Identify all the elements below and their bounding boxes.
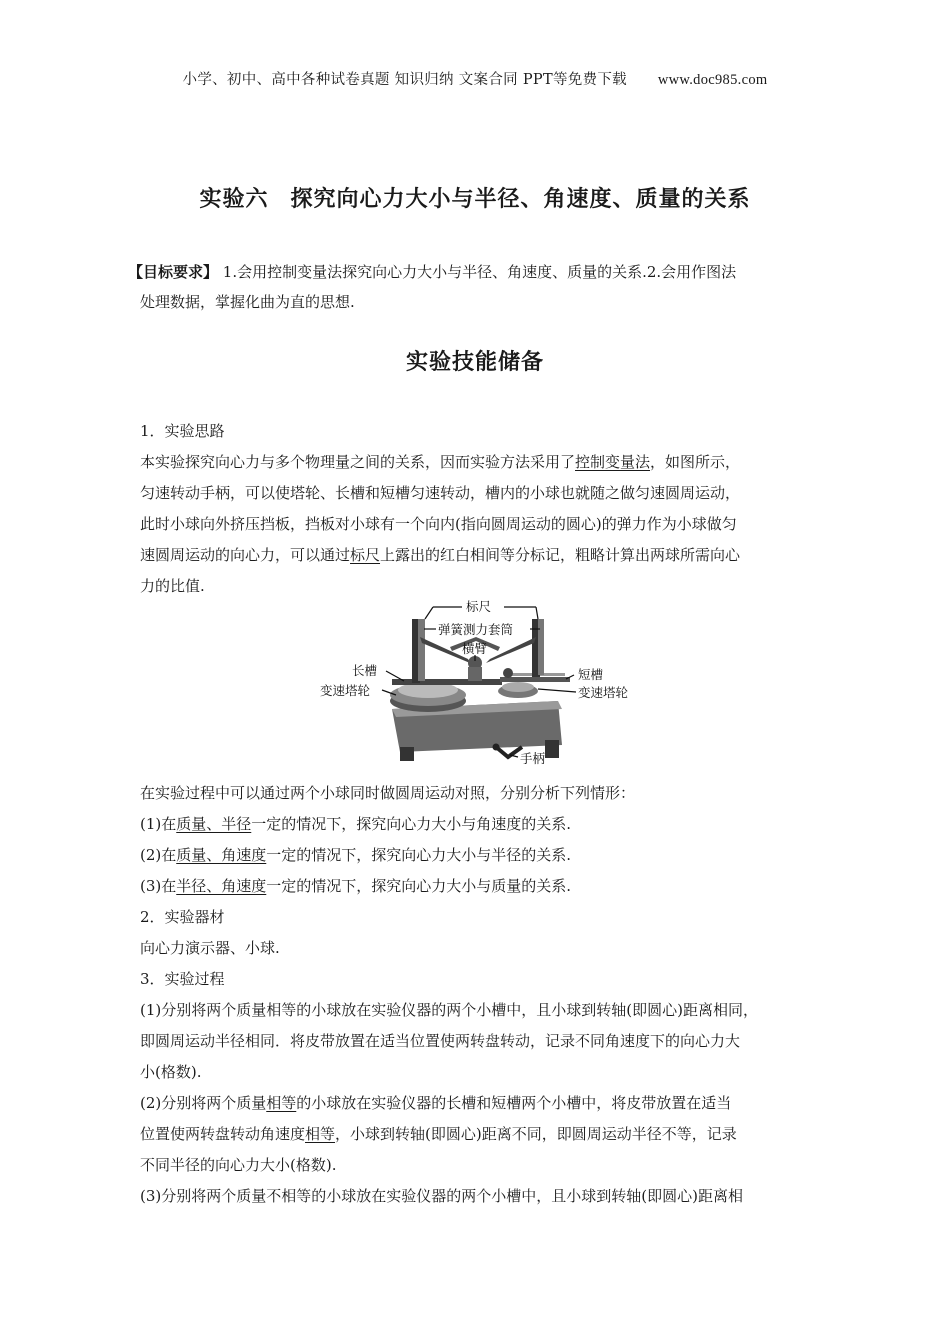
s3-heading: 3．实验过程 — [140, 970, 225, 988]
s1-text: ，如图所示， — [650, 453, 741, 471]
section-title: 实验技能储备 — [405, 350, 544, 375]
label-long-groove: 长槽 — [352, 663, 378, 678]
header-url[interactable]: www.doc985.com — [657, 72, 768, 88]
label-cross-arm: 横臂 — [462, 641, 488, 656]
s1-text: 本实验探究向心力与多个物理量之间的关系，因而实验方法采用了 — [140, 453, 576, 471]
s3-p1-line-1: (1)分别将两个质量相等的小球放在实验仪器的两个小槽中，且小球到转轴(即圆心)距离相同， — [140, 1001, 758, 1019]
s1-underline-ruler: 标尺 — [350, 546, 381, 564]
case-text: 一定的情况下，探究向心力大小与角速度的关系. — [251, 815, 572, 833]
s2-text: 向心力演示器、小球. — [140, 939, 280, 957]
s1-para-line-4 — [140, 540, 820, 571]
goal-line-1: 1.会用控制变量法探究向心力大小与半径、角速度、质量的关系.2.会用作图法 — [218, 263, 737, 281]
cases-intro: 在实验过程中可以通过两个小球同时做圆周运动对照，分别分析下列情形： — [140, 784, 636, 802]
apparatus-figure — [300, 597, 650, 769]
section-1-text — [140, 416, 820, 602]
s3-text: 的小球放在实验仪器的长槽和短槽两个小槽中，将皮带放置在适当 — [296, 1094, 732, 1112]
s1-para-line-3: 此时小球向外挤压挡板，挡板对小球有一个向内(指向圆周运动的圆心)的弹力作为小球做匀 — [140, 515, 737, 533]
case-text: (1)在 — [140, 815, 177, 833]
title-experiment-number: 实验六 — [199, 187, 269, 212]
header-text: 小学、初中、高中各种试卷真题 知识归纳 文案合同 PPT等免费下载 — [182, 72, 627, 88]
s2-heading: 2．实验器材 — [140, 908, 225, 926]
case-1-underline: 质量、半径 — [176, 815, 252, 833]
s3-p2-line-2 — [140, 1119, 820, 1150]
section-1-cases — [140, 778, 820, 1212]
case-text: 一定的情况下，探究向心力大小与半径的关系. — [266, 846, 572, 864]
s1-text: 速圆周运动的向心力，可以通过 — [140, 546, 351, 564]
label-spring-sleeve: 弹簧测力套筒 — [438, 622, 514, 637]
s3-p2-line-3: 不同半径的向心力大小(格数). — [140, 1156, 337, 1174]
case-text: 一定的情况下，探究向心力大小与质量的关系. — [266, 877, 572, 895]
goal-tag: 【目标要求】 — [128, 263, 219, 281]
label-handle: 手柄 — [520, 751, 546, 766]
s3-p1-line-2: 即圆周运动半径相同．将皮带放置在适当位置使两转盘转动，记录不同角速度下的向心力大 — [140, 1032, 741, 1050]
label-ruler: 标尺 — [466, 599, 492, 614]
s3-underline-equal-omega: 相等 — [305, 1125, 336, 1143]
centripetal-apparatus-illustration — [300, 597, 650, 769]
case-1 — [140, 809, 820, 840]
case-2-underline: 质量、角速度 — [176, 846, 267, 864]
case-3 — [140, 871, 820, 902]
s1-underline-control-variable: 控制变量法 — [575, 453, 651, 471]
s3-p2-line-1 — [140, 1088, 820, 1119]
s3-underline-equal-mass: 相等 — [266, 1094, 297, 1112]
s3-p1-line-3: 小(格数). — [140, 1063, 202, 1081]
s3-p3-line-1: (3)分别将两个质量不相等的小球放在实验仪器的两个小槽中，且小球到转轴(即圆心)距离相 — [140, 1187, 743, 1205]
title-experiment-name: 探究向心力大小与半径、角速度、质量的关系 — [290, 187, 751, 212]
case-text: (2)在 — [140, 846, 177, 864]
s1-para-line-5: 力的比值. — [140, 577, 205, 595]
label-short-groove: 短槽 — [578, 667, 604, 682]
label-pulley-right: 变速塔轮 — [578, 685, 629, 700]
label-pulley-left: 变速塔轮 — [320, 683, 371, 698]
s1-para-line-2: 匀速转动手柄，可以使塔轮、长槽和短槽匀速转动，槽内的小球也就随之做匀速圆周运动， — [140, 484, 741, 502]
s1-para-line-1 — [140, 447, 820, 478]
s3-text: (2)分别将两个质量 — [140, 1094, 267, 1112]
case-2 — [140, 840, 820, 871]
learning-goals — [128, 257, 828, 317]
s1-heading: 1．实验思路 — [140, 422, 225, 440]
s3-text: ，小球到转轴(即圆心)距离不同，即圆周运动半径不等，记录 — [335, 1125, 737, 1143]
case-text: (3)在 — [140, 877, 177, 895]
s3-text: 位置使两转盘转动角速度 — [140, 1125, 306, 1143]
case-3-underline: 半径、角速度 — [176, 877, 267, 895]
goal-line-2: 处理数据，掌握化曲为直的思想. — [140, 293, 355, 311]
s1-text: 上露出的红白相间等分标记，粗略计算出两球所需向心 — [380, 546, 741, 564]
page-title — [0, 182, 950, 213]
page-header — [0, 68, 950, 89]
